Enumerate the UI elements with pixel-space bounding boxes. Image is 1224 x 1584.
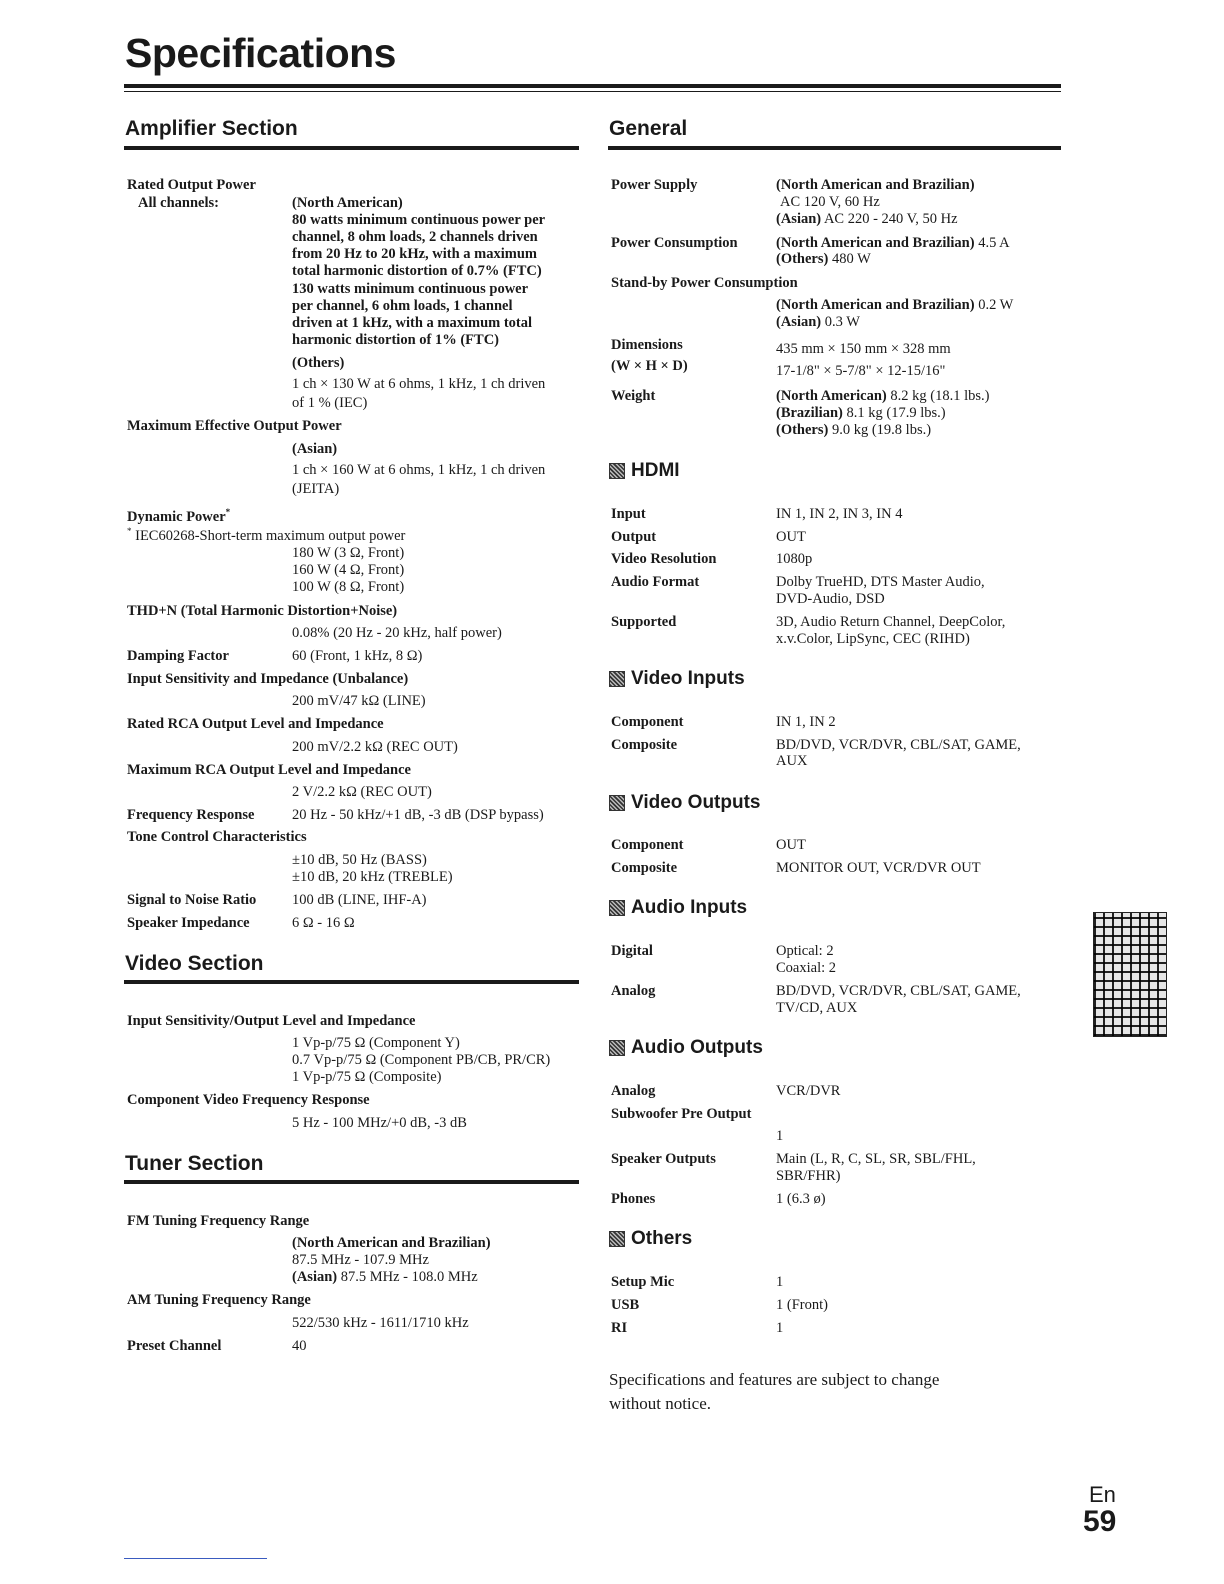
max-rca-label: Maximum RCA Output Level and Impedance <box>127 762 411 778</box>
speaker-label: Speaker Impedance <box>127 915 250 931</box>
general-rule <box>608 146 1061 150</box>
title-rule-thin <box>124 91 1061 92</box>
freq-label: Frequency Response <box>127 807 255 823</box>
speaker-outputs-value: SBR/FHR) <box>776 1168 841 1184</box>
dynamic-value: 180 W (3 Ω, Front) <box>292 545 405 561</box>
dynamic-note: * IEC60268-Short-term maximum output power <box>127 526 406 544</box>
na-label: (North American) <box>292 195 403 211</box>
na-text-line: 80 watts minimum continuous power per <box>292 212 546 228</box>
asian-label: (Asian) <box>292 441 338 457</box>
hdmi-label: Supported <box>611 614 677 630</box>
pc-na-row: (North American and Brazilian) 4.5 A <box>776 235 1010 251</box>
w-na-row: (North American) 8.2 kg (18.1 lbs.) <box>776 388 990 404</box>
freq-value: 20 Hz - 50 kHz/+1 dB, -3 dB (DSP bypass) <box>292 807 544 823</box>
fm-na-label: (North American and Brazilian) <box>292 1235 491 1251</box>
square-bullet-icon <box>609 671 625 687</box>
video-outputs-label: Composite <box>611 860 678 876</box>
sb-na-row: (North American and Brazilian) 0.2 W <box>776 297 1014 313</box>
page-title: Specifications <box>125 30 396 76</box>
language-label: En <box>1089 1482 1116 1507</box>
snr-label: Signal to Noise Ratio <box>127 892 257 908</box>
input-sens-label: Input Sensitivity and Impedance (Unbalance) <box>127 671 409 687</box>
pc-others-row: (Others) 480 W <box>776 251 871 267</box>
others-row-value: 1 <box>776 1320 784 1336</box>
title-rule-thick <box>124 84 1061 88</box>
page-number: 59 <box>1083 1505 1117 1538</box>
na-text-line: 130 watts minimum continuous power <box>292 281 529 297</box>
am-label: AM Tuning Frequency Range <box>127 1292 311 1308</box>
sb-asian-row: (Asian) 0.3 W <box>776 314 860 330</box>
others-row-label: RI <box>611 1320 628 1336</box>
thumb-index-tab <box>1093 912 1167 1037</box>
fm-asian-row: (Asian) 87.5 MHz - 108.0 MHz <box>292 1269 478 1285</box>
input-sens-value: 200 mV/47 kΩ (LINE) <box>292 693 426 709</box>
hdmi-heading: HDMI <box>609 460 680 482</box>
others-heading: Others <box>609 1228 692 1250</box>
hdmi-value: 1080p <box>776 551 813 567</box>
others-row-label: Setup Mic <box>611 1274 675 1290</box>
rated-rca-label: Rated RCA Output Level and Impedance <box>127 716 384 732</box>
dynamic-power-label: Dynamic Power* <box>127 507 231 525</box>
speaker-outputs-value: Main (L, R, C, SL, SR, SBL/FHL, <box>776 1151 976 1167</box>
tuner-heading: Tuner Section <box>125 1152 264 1175</box>
others-text-line: 1 ch × 130 W at 6 ohms, 1 kHz, 1 ch driven <box>292 376 546 392</box>
others-text-line: of 1 % (IEC) <box>292 395 368 411</box>
tone-value: ±10 dB, 50 Hz (BASS) <box>292 852 427 868</box>
ps-asian-row: (Asian) AC 220 - 240 V, 50 Hz <box>776 211 958 227</box>
am-value: 522/530 kHz - 1611/1710 kHz <box>292 1315 469 1331</box>
amplifier-heading: Amplifier Section <box>125 117 298 140</box>
video-inputs-heading: Video Inputs <box>609 668 745 690</box>
damping-label: Damping Factor <box>127 648 229 664</box>
hdmi-value: x.v.Color, LipSync, CEC (RIHD) <box>776 631 970 647</box>
audio-inputs-value: BD/DVD, VCR/DVR, CBL/SAT, GAME, <box>776 983 1021 999</box>
ps-na-value: AC 120 V, 60 Hz <box>780 194 880 210</box>
dim-mm-value: 435 mm × 150 mm × 328 mm <box>776 341 951 357</box>
asian-text-line: (JEITA) <box>292 481 340 497</box>
thd-value: 0.08% (20 Hz - 20 kHz, half power) <box>292 625 502 641</box>
square-bullet-icon <box>609 795 625 811</box>
weight-label: Weight <box>611 388 656 404</box>
notice-line: without notice. <box>609 1394 711 1413</box>
fm-na-value: 87.5 MHz - 107.9 MHz <box>292 1252 429 1268</box>
tone-value: ±10 dB, 20 kHz (TREBLE) <box>292 869 453 885</box>
dynamic-value: 100 W (8 Ω, Front) <box>292 579 405 595</box>
speaker-outputs-label: Speaker Outputs <box>611 1151 716 1167</box>
all-channels-label: All channels: <box>138 195 219 211</box>
hdmi-value: OUT <box>776 529 806 545</box>
hdmi-label: Audio Format <box>611 574 700 590</box>
video-outputs-value: MONITOR OUT, VCR/DVR OUT <box>776 860 981 876</box>
video-rule <box>124 980 579 984</box>
video-freq-value: 5 Hz - 100 MHz/+0 dB, -3 dB <box>292 1115 467 1131</box>
hdmi-label: Video Resolution <box>611 551 717 567</box>
audio-inputs-label: Digital <box>611 943 653 959</box>
dim-in-value: 17-1/8" × 5-7/8" × 12-15/16" <box>776 363 946 379</box>
preset-label: Preset Channel <box>127 1338 222 1354</box>
video-outputs-heading: Video Outputs <box>609 792 760 814</box>
square-bullet-icon <box>609 900 625 916</box>
video-inputs-label: Composite <box>611 737 678 753</box>
video-inputs-value: BD/DVD, VCR/DVR, CBL/SAT, GAME, <box>776 737 1021 753</box>
audio-inputs-label: Analog <box>611 983 656 999</box>
square-bullet-icon <box>609 1040 625 1056</box>
tuner-rule <box>124 1180 579 1184</box>
tone-label: Tone Control Characteristics <box>127 829 307 845</box>
others-label: (Others) <box>292 355 345 371</box>
video-input-value: 1 Vp-p/75 Ω (Component Y) <box>292 1035 460 1051</box>
footer-line <box>124 1558 267 1559</box>
rated-rca-value: 200 mV/2.2 kΩ (REC OUT) <box>292 739 458 755</box>
audio-inputs-value: Optical: 2 <box>776 943 834 959</box>
video-input-value: 0.7 Vp-p/75 Ω (Component PB/CB, PR/CR) <box>292 1052 551 1068</box>
consumption-label: Power Consumption <box>611 235 738 251</box>
video-input-value: 1 Vp-p/75 Ω (Composite) <box>292 1069 442 1085</box>
w-br-row: (Brazilian) 8.1 kg (17.9 lbs.) <box>776 405 946 421</box>
power-supply-label: Power Supply <box>611 177 698 193</box>
amplifier-rule <box>124 146 579 150</box>
dimensions-sub-label: (W × H × D) <box>611 358 688 374</box>
others-row-value: 1 (Front) <box>776 1297 828 1313</box>
audio-out-analog-value: VCR/DVR <box>776 1083 841 1099</box>
square-bullet-icon <box>609 1231 625 1247</box>
na-text-line: total harmonic distortion of 0.7% (FTC) <box>292 263 542 279</box>
video-inputs-value: IN 1, IN 2 <box>776 714 836 730</box>
square-bullet-icon <box>609 463 625 479</box>
hdmi-value: DVD-Audio, DSD <box>776 591 885 607</box>
hdmi-label: Input <box>611 506 646 522</box>
audio-inputs-value: Coaxial: 2 <box>776 960 837 976</box>
phones-value: 1 (6.3 ø) <box>776 1191 826 1207</box>
na-text-line: driven at 1 kHz, with a maximum total <box>292 315 533 331</box>
hdmi-label: Output <box>611 529 657 545</box>
fm-label: FM Tuning Frequency Range <box>127 1213 310 1229</box>
video-input-label: Input Sensitivity/Output Level and Impedance <box>127 1013 416 1029</box>
ps-na-label: (North American and Brazilian) <box>776 177 975 193</box>
na-text-line: from 20 Hz to 20 kHz, with a maximum <box>292 246 537 262</box>
damping-value: 60 (Front, 1 kHz, 8 Ω) <box>292 648 423 664</box>
na-text-line: channel, 8 ohm loads, 2 channels driven <box>292 229 538 245</box>
video-outputs-label: Component <box>611 837 684 853</box>
preset-value: 40 <box>292 1338 307 1354</box>
snr-value: 100 dB (LINE, IHF-A) <box>292 892 427 908</box>
hdmi-value: Dolby TrueHD, DTS Master Audio, <box>776 574 985 590</box>
max-rca-value: 2 V/2.2 kΩ (REC OUT) <box>292 784 432 800</box>
video-inputs-value: AUX <box>776 753 808 769</box>
dynamic-value: 160 W (4 Ω, Front) <box>292 562 405 578</box>
video-freq-label: Component Video Frequency Response <box>127 1092 370 1108</box>
asian-text-line: 1 ch × 160 W at 6 ohms, 1 kHz, 1 ch driven <box>292 462 546 478</box>
rated-output-label: Rated Output Power <box>127 177 256 193</box>
audio-inputs-value: TV/CD, AUX <box>776 1000 858 1016</box>
audio-out-analog-label: Analog <box>611 1083 656 1099</box>
audio-inputs-heading: Audio Inputs <box>609 897 747 919</box>
na-text-line: harmonic distortion of 1% (FTC) <box>292 332 500 348</box>
notice-line: Specifications and features are subject to change <box>609 1370 940 1389</box>
others-row-value: 1 <box>776 1274 784 1290</box>
general-heading: General <box>609 117 688 140</box>
subwoofer-label: Subwoofer Pre Output <box>611 1106 752 1122</box>
max-effective-label: Maximum Effective Output Power <box>127 418 342 434</box>
speaker-value: 6 Ω - 16 Ω <box>292 915 355 931</box>
standby-label: Stand-by Power Consumption <box>611 275 798 291</box>
phones-label: Phones <box>611 1191 656 1207</box>
thd-label: THD+N (Total Harmonic Distortion+Noise) <box>127 603 398 619</box>
audio-outputs-heading: Audio Outputs <box>609 1037 763 1059</box>
w-others-row: (Others) 9.0 kg (19.8 lbs.) <box>776 422 932 438</box>
video-inputs-label: Component <box>611 714 684 730</box>
subwoofer-value: 1 <box>776 1128 784 1144</box>
video-heading: Video Section <box>125 952 264 975</box>
dimensions-label: Dimensions <box>611 337 683 353</box>
hdmi-value: 3D, Audio Return Channel, DeepColor, <box>776 614 1006 630</box>
hdmi-value: IN 1, IN 2, IN 3, IN 4 <box>776 506 903 522</box>
na-text-line: per channel, 6 ohm loads, 1 channel <box>292 298 513 314</box>
video-outputs-value: OUT <box>776 837 806 853</box>
others-row-label: USB <box>611 1297 640 1313</box>
